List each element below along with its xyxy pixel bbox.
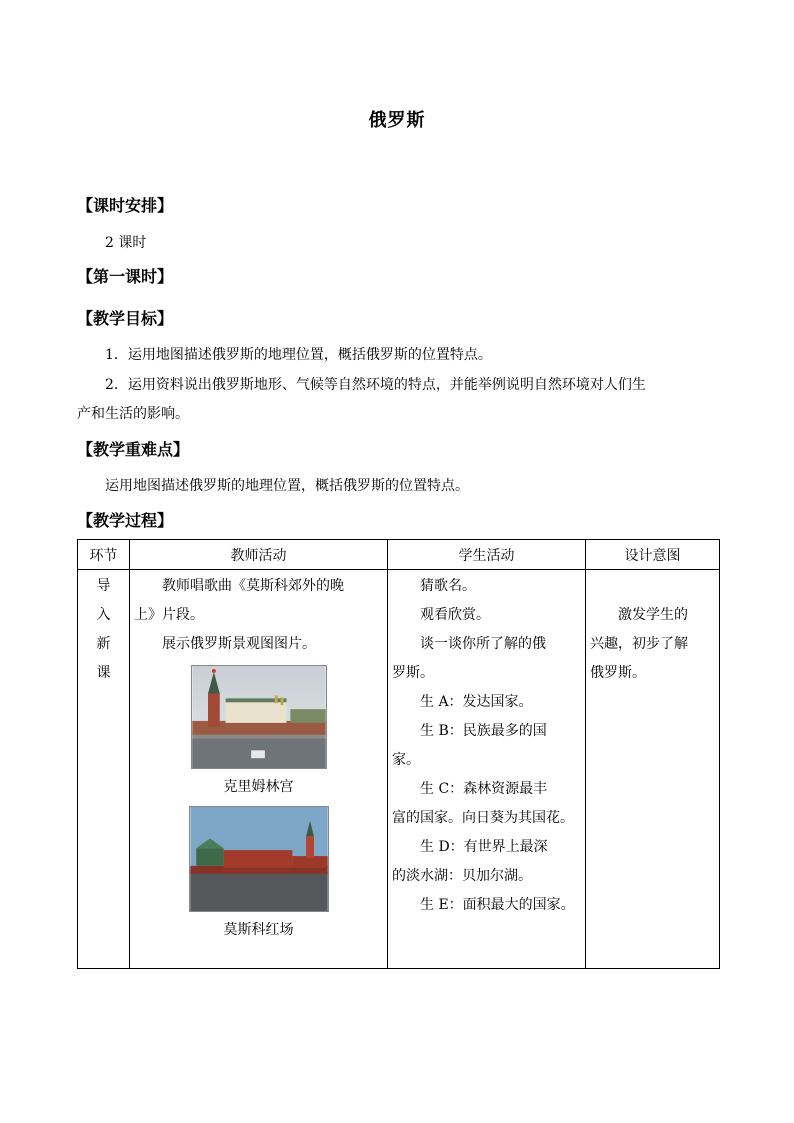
- teacher-cell: [130, 570, 388, 969]
- student-line: 生 A：发达国家。: [420, 694, 533, 710]
- student-cell: [388, 570, 586, 969]
- intent-line: 激发学生的: [618, 607, 688, 623]
- goals-heading: 【教学目标】: [77, 309, 174, 328]
- header-student: 学生活动: [388, 540, 586, 570]
- table-row: [78, 570, 720, 969]
- student-line: 猜歌名。: [420, 578, 476, 594]
- student-line: 富的国家。向日葵为其国花。: [392, 810, 574, 826]
- goal-2-text-line1: 2．运用资料说出俄罗斯地形、气候等自然环境的特点，并能举例说明自然环境对人们生: [105, 377, 646, 393]
- red-square-caption: 莫斯科红场: [223, 922, 294, 938]
- intent-line: 俄罗斯。: [590, 665, 646, 681]
- student-line: 的淡水湖：贝加尔湖。: [392, 868, 532, 884]
- stage-cell: [78, 570, 130, 969]
- red-square-photo: [189, 806, 329, 912]
- kremlin-caption: 克里姆林宫: [223, 779, 294, 795]
- goal-2-continued: 产和生活的影响。: [77, 406, 189, 422]
- intent-line: 兴趣，初步了解: [590, 636, 688, 652]
- intent-cell: [586, 570, 720, 969]
- stage-char: 入: [96, 607, 111, 623]
- student-line: 生 D：有世界上最深: [420, 839, 548, 855]
- schedule-text: [77, 229, 717, 258]
- lesson1-heading: 【第一课时】: [77, 267, 174, 286]
- student-line: 生 C：森林资源最丰: [420, 781, 548, 797]
- schedule-value: 2 课时: [105, 235, 147, 251]
- teacher-line: 展示俄罗斯景观图图片。: [162, 636, 316, 652]
- header-stage: 环节: [78, 540, 130, 570]
- student-line: 谈一谈你所了解的俄: [420, 636, 546, 652]
- process-heading: 【教学过程】: [77, 511, 174, 530]
- keypoints-heading: 【教学重难点】: [77, 440, 190, 459]
- teacher-line: 上》片段。: [134, 607, 204, 623]
- keypoints-value: 运用地图描述俄罗斯的地理位置，概括俄罗斯的位置特点。: [105, 478, 469, 494]
- schedule-heading: 【课时安排】: [77, 196, 174, 215]
- student-line: 罗斯。: [392, 665, 434, 681]
- stage-char: 导: [96, 578, 111, 594]
- student-line: 观看欣赏。: [420, 607, 490, 623]
- keypoints-text: [77, 472, 717, 501]
- teacher-line: 教师唱歌曲《莫斯科郊外的晚: [162, 578, 344, 594]
- goal-2: [77, 371, 717, 400]
- kremlin-photo: [191, 665, 327, 769]
- goal-1: [77, 341, 717, 370]
- teaching-process-table: [77, 539, 720, 969]
- student-line: 生 E：面积最大的国家。: [420, 897, 575, 913]
- stage-char: 新: [96, 636, 111, 652]
- header-intent: 设计意图: [586, 540, 720, 570]
- stage-char: 课: [96, 665, 111, 681]
- header-teacher: 教师活动: [130, 540, 388, 570]
- goal-1-text: 1．运用地图描述俄罗斯的地理位置，概括俄罗斯的位置特点。: [105, 347, 492, 363]
- student-line: 家。: [392, 752, 420, 768]
- page-title: 俄罗斯: [368, 110, 426, 131]
- table-header-row: [78, 540, 720, 570]
- student-line: 生 B：民族最多的国: [420, 723, 547, 739]
